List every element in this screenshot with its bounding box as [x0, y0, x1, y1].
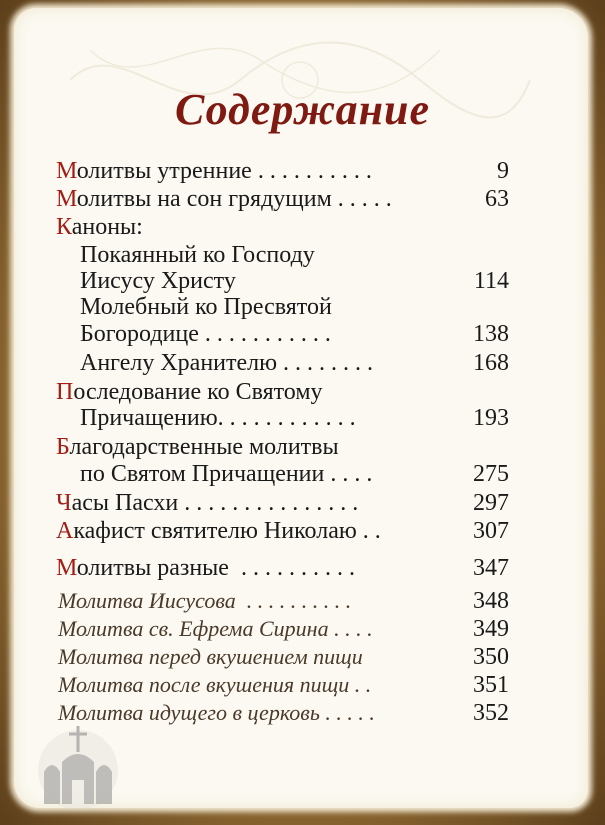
entry-page-number: 138	[473, 321, 509, 347]
entry-text: олитвы разные . . . . . . . . . .	[76, 555, 355, 581]
entry-text: аноны:	[71, 214, 143, 240]
entry-title	[56, 551, 355, 585]
entry-text: олитвы утренние . . . . . . . . . .	[76, 158, 372, 184]
entry-page-number: 297	[473, 490, 509, 516]
entry-text: оследование ко Святому	[73, 379, 323, 405]
entry-text: Молитва перед вкушением пищи	[58, 644, 363, 669]
entry-page-number: 63	[485, 186, 509, 212]
entry-capital: П	[56, 379, 74, 405]
entry-text: олитвы на сон грядущим . . . . .	[76, 186, 392, 212]
entry-capital: А	[56, 518, 74, 544]
entry-capital: Б	[56, 434, 70, 460]
entry-text: Молитва Иисусова . . . . . . . . . .	[58, 588, 352, 613]
toc-entry	[0, 514, 605, 548]
entry-capital: К	[56, 214, 72, 240]
toc-entry	[0, 551, 605, 585]
entry-page-number: 351	[473, 672, 509, 698]
page-title: Содержание	[174, 85, 431, 134]
entry-text: асы Пасхи . . . . . . . . . . . . . . .	[71, 490, 359, 516]
entry-title	[56, 514, 381, 548]
entry-page-number: 350	[473, 644, 509, 670]
entry-capital: М	[56, 158, 77, 184]
church-logo-icon	[22, 718, 134, 808]
entry-text: лагодарственные молитвы	[69, 434, 339, 460]
entry-text: Молебный ко Пресвятой	[80, 294, 332, 320]
entry-text: Причащению. . . . . . . . . . . .	[80, 405, 356, 431]
entry-capital: М	[56, 555, 77, 581]
entry-page-number: 168	[473, 350, 509, 376]
entry-text: Покаянный ко Господу	[80, 242, 315, 268]
entry-page-number: 9	[497, 158, 509, 184]
entry-capital: Ч	[56, 490, 72, 516]
entry-page-number: 114	[473, 268, 509, 294]
entry-text: по Святом Причащении . . . .	[80, 461, 373, 487]
entry-text: кафист святителю Николаю . .	[73, 518, 381, 544]
entry-text: Ангелу Хранителю . . . . . . . .	[80, 350, 374, 376]
entry-text: Молитва идущего в церковь . . . . .	[58, 700, 375, 725]
entry-text: Богородице . . . . . . . . . . .	[80, 321, 331, 347]
entry-text: Иисусу Христу	[80, 268, 236, 294]
entry-page-number: 347	[473, 555, 509, 581]
entry-page-number: 352	[473, 700, 509, 726]
entry-page-number: 193	[473, 405, 509, 431]
entry-page-number: 275	[473, 461, 509, 487]
entry-page-number: 349	[473, 616, 509, 642]
entry-capital: М	[56, 186, 77, 212]
entry-page-number: 307	[473, 518, 509, 544]
entry-text: Молитва после вкушения пищи . .	[58, 672, 372, 697]
entry-page-number: 348	[473, 588, 509, 614]
entry-text: Молитва св. Ефрема Сирина . . . .	[58, 616, 373, 641]
